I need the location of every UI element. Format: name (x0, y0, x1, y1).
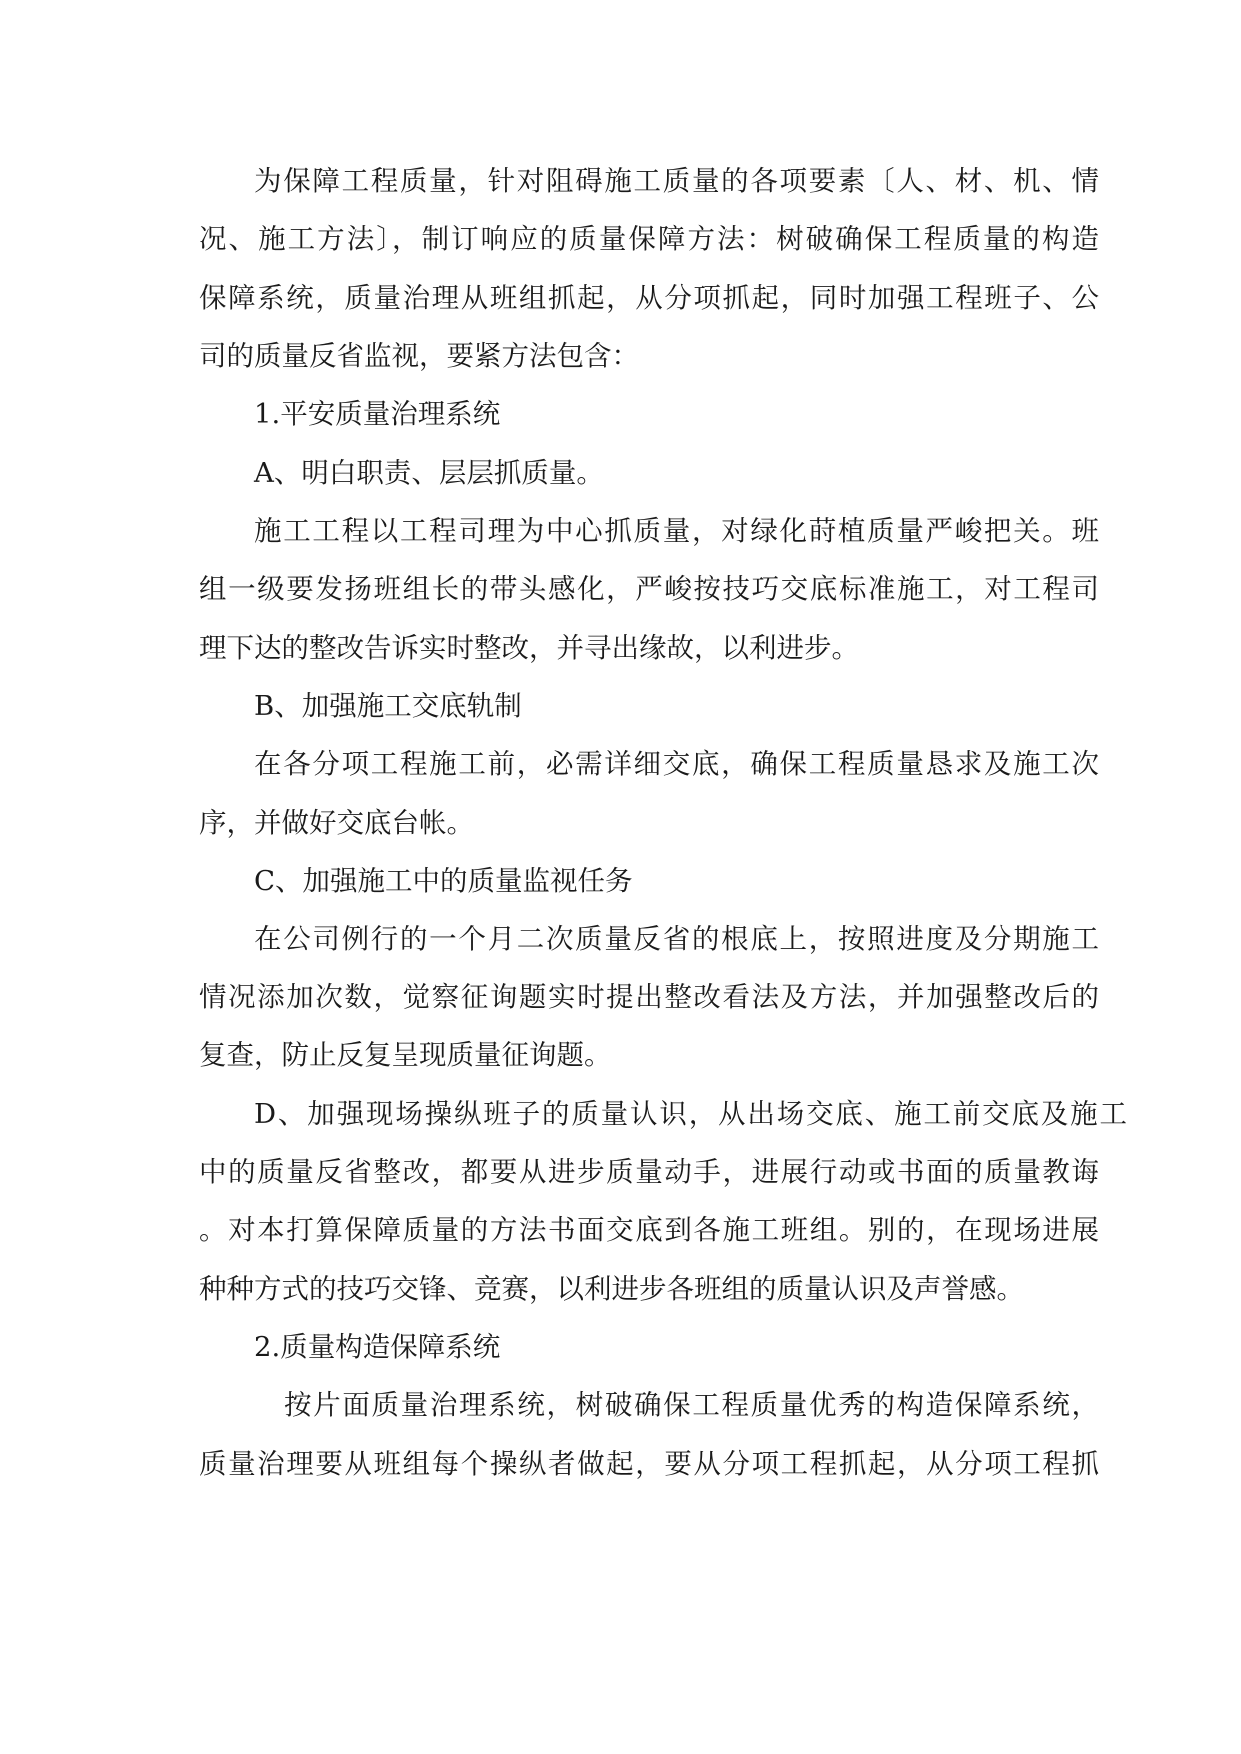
paragraph-line: 为保障工程质量，针对阻碍施工质量的各项要素〔人、材、机、情 (254, 165, 1099, 197)
paragraph-line: 在各分项工程施工前，必需详细交底，确保工程质量恳求及施工次 (254, 748, 1099, 780)
paragraph-line: 司的质量反省监视，要紧方法包含： (199, 340, 639, 372)
subsection-heading: C、加强施工中的质量监视任务 (254, 865, 633, 897)
paragraph-line: 。对本打算保障质量的方法书面交底到各施工班组。别的，在现场进展 (199, 1214, 1099, 1246)
paragraph-line: 情况添加次数，觉察征询题实时提出整改看法及方法，并加强整改后的 (199, 981, 1099, 1013)
paragraph-line: 组一级要发扬班组长的带头感化，严峻按技巧交底标准施工，对工程司 (199, 573, 1099, 605)
paragraph-line: 按片面质量治理系统，树破确保工程质量优秀的构造保障系统， (284, 1389, 1099, 1421)
paragraph-line: 中的质量反省整改，都要从进步质量动手，进展行动或书面的质量教诲 (199, 1156, 1099, 1188)
paragraph-line: 况、施工方法〕，制订响应的质量保障方法：树破确保工程质量的构造 (199, 223, 1099, 255)
paragraph-line: D、加强现场操纵班子的质量认识，从出场交底、施工前交底及施工 (254, 1098, 1127, 1130)
paragraph-line: 在公司例行的一个月二次质量反省的根底上，按照进度及分期施工 (254, 923, 1099, 955)
section-heading: 1.平安质量治理系统 (254, 398, 501, 430)
paragraph-line: 保障系统，质量治理从班组抓起，从分项抓起，同时加强工程班子、公 (199, 282, 1099, 314)
paragraph-line: 施工工程以工程司理为中心抓质量，对绿化莳植质量严峻把关。班 (254, 515, 1099, 547)
paragraph-line: 质量治理要从班组每个操纵者做起，要从分项工程抓起，从分项工程抓 (199, 1448, 1099, 1480)
section-heading: 2.质量构造保障系统 (254, 1331, 501, 1363)
paragraph-line: 理下达的整改告诉实时整改，并寻出缘故，以利进步。 (199, 632, 859, 664)
paragraph-line: 复查，防止反复呈现质量征询题。 (199, 1039, 612, 1071)
paragraph-line: 序，并做好交底台帐。 (199, 807, 474, 839)
subsection-heading: B、加强施工交底轨制 (254, 690, 522, 722)
paragraph-line: 种种方式的技巧交锋、竞赛，以利进步各班组的质量认识及声誉感。 (199, 1273, 1024, 1305)
subsection-heading: A、明白职责、层层抓质量。 (254, 457, 604, 489)
